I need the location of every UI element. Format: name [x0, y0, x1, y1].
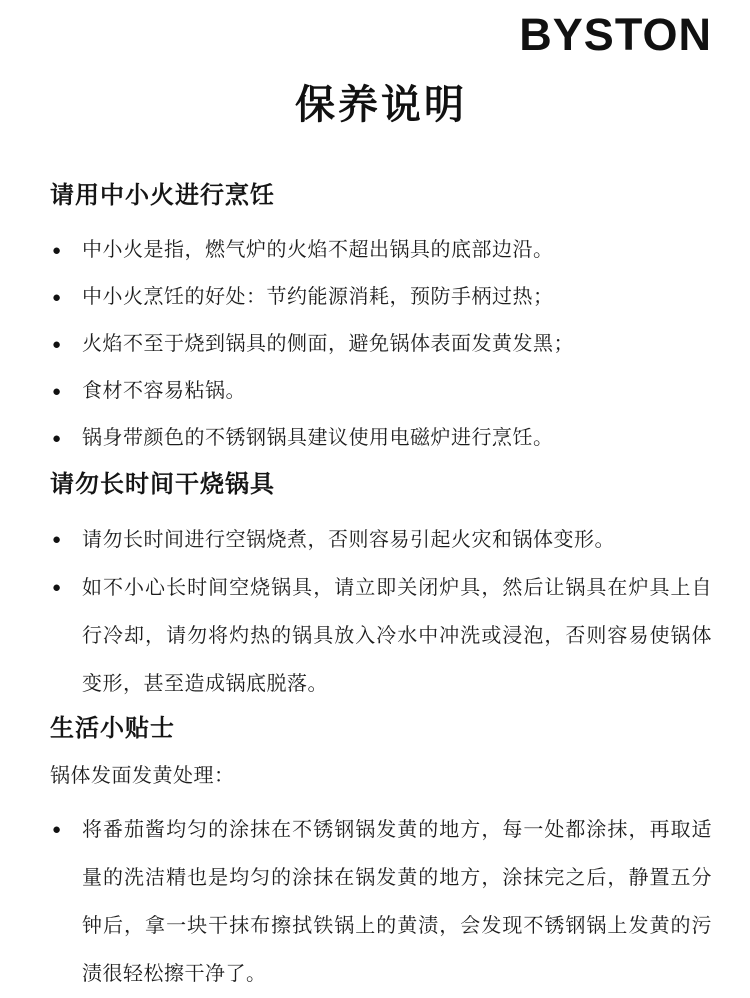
bullet-dot-icon: ●: [52, 289, 62, 306]
list-item: [50, 368, 712, 415]
section-heading-life-tips: 生活小贴士: [50, 715, 175, 742]
bullet-text: 中小火烹饪的好处：节约能源消耗，预防手柄过热；: [82, 286, 554, 308]
list-item: [50, 516, 712, 564]
list-item: [50, 564, 712, 708]
bullet-text: 中小火是指，燃气炉的火焰不超出锅具的底部边沿。: [82, 239, 554, 261]
tips-intro-text: 锅体发面发黄处理：: [50, 765, 235, 787]
bullet-text: 如不小心长时间空烧锅具，请立即关闭炉具，然后让锅具在炉具上自行冷却，请勿将灼热的锅具放入冷水中冲洗或浸泡，否则容易使锅体变形，甚至造成锅底脱落。: [82, 577, 712, 695]
brand-logo: BYSTON: [519, 9, 712, 60]
bullet-dot-icon: ●: [52, 531, 62, 548]
bullet-text: 锅身带颜色的不锈钢锅具建议使用电磁炉进行烹饪。: [82, 427, 554, 449]
bullet-list-medium-low-heat: [50, 227, 712, 462]
list-item: [50, 274, 712, 321]
list-item: [50, 806, 712, 998]
bullet-dot-icon: ●: [52, 821, 62, 838]
bullet-dot-icon: ●: [52, 336, 62, 353]
section-heading-no-dry-burning: 请勿长时间干烧锅具: [50, 471, 275, 498]
header: [50, 10, 712, 71]
bullet-dot-icon: ●: [52, 383, 62, 400]
list-item: [50, 227, 712, 274]
bullet-text: 请勿长时间进行空锅烧煮，否则容易引起火灾和锅体变形。: [82, 529, 615, 551]
section-heading-medium-low-heat: 请用中小火进行烹饪: [50, 182, 275, 209]
list-item: [50, 415, 712, 462]
bullet-dot-icon: ●: [52, 430, 62, 447]
page-title: 保养说明: [295, 83, 467, 127]
bullet-dot-icon: ●: [52, 242, 62, 259]
bullet-list-life-tips: [50, 806, 712, 998]
bullet-text: 将番茄酱均匀的涂抹在不锈钢锅发黄的地方，每一处都涂抹，再取适量的洗洁精也是均匀的涂抹在锅发黄的地方，涂抹完之后，静置五分钟后，拿一块干抹布擦拭铁锅上的黄渍，会发现不锈钢锅上发黄的污渍很轻松擦干净了。: [82, 819, 712, 985]
list-item: [50, 321, 712, 368]
bullet-text: 食材不容易粘锅。: [82, 380, 246, 402]
bullet-list-no-dry-burning: [50, 516, 712, 708]
bullet-dot-icon: ●: [52, 579, 62, 596]
bullet-text: 火焰不至于烧到锅具的侧面，避免锅体表面发黄发黑；: [82, 333, 574, 355]
